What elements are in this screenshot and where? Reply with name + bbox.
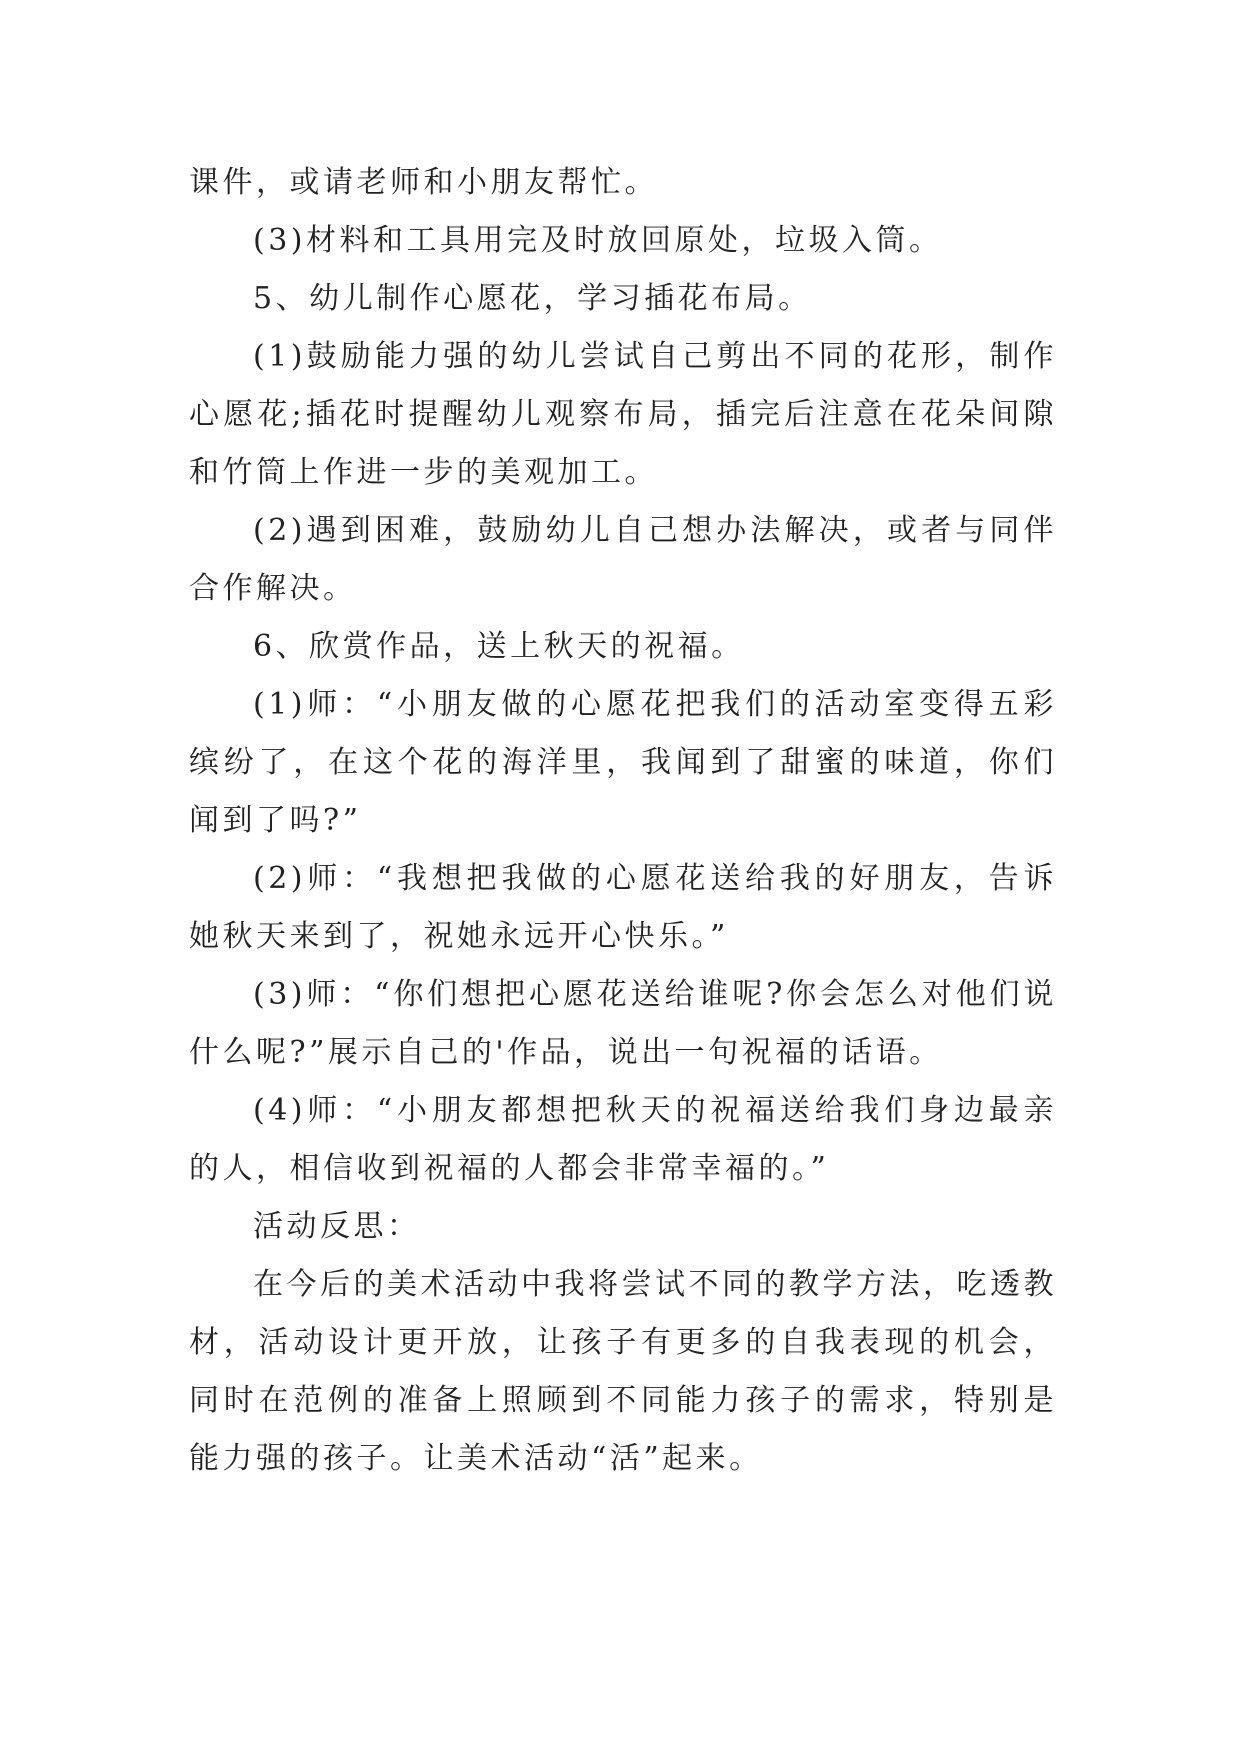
paragraph-step-6-3: (3)师：“你们想把心愿花送给谁呢?你会怎么对他们说什么呢?”展示自己的'作品，说出一句祝福的话语。	[189, 977, 1057, 1070]
paragraph-step-5-1: (1)鼓励能力强的幼儿尝试自己剪出不同的花形，制作心愿花;插花时提醒幼儿观察布局，插完后注意在花朵间隙和竹筒上作进一步的美观加工。	[189, 339, 1057, 490]
paragraph-step-5-2: (2)遇到困难，鼓励幼儿自己想办法解决，或者与同伴合作解决。	[189, 513, 1057, 606]
section-heading-step-5: 5、幼儿制作心愿花，学习插花布局。	[253, 281, 812, 316]
paragraph-continuation: 课件，或请老师和小朋友帮忙。	[189, 165, 658, 200]
paragraph-step-6-2: (2)师：“我想把我做的心愿花送给我的好朋友，告诉她秋天来到了，祝她永远开心快乐。”	[189, 861, 1057, 954]
section-heading-step-6: 6、欣赏作品，送上秋天的祝福。	[253, 629, 745, 664]
document-body	[189, 154, 1057, 1488]
paragraph-reflection: 在今后的美术活动中我将尝试不同的教学方法，吃透教材，活动设计更开放，让孩子有更多的自我表现的机会，同时在范例的准备上照顾到不同能力孩子的需求，特别是能力强的孩子。让美术活动“活”起来。	[189, 1267, 1057, 1476]
paragraph-step-4-3: (3)材料和工具用完及时放回原处，垃圾入筒。	[253, 223, 943, 258]
section-heading-reflection: 活动反思：	[253, 1209, 421, 1244]
paragraph-step-6-4: (4)师：“小朋友都想把秋天的祝福送给我们身边最亲的人，相信收到祝福的人都会非常幸福的。”	[189, 1093, 1057, 1186]
paragraph-step-6-1: (1)师：“小朋友做的心愿花把我们的活动室变得五彩缤纷了，在这个花的海洋里，我闻到了甜蜜的味道，你们闻到了吗?”	[189, 687, 1057, 838]
